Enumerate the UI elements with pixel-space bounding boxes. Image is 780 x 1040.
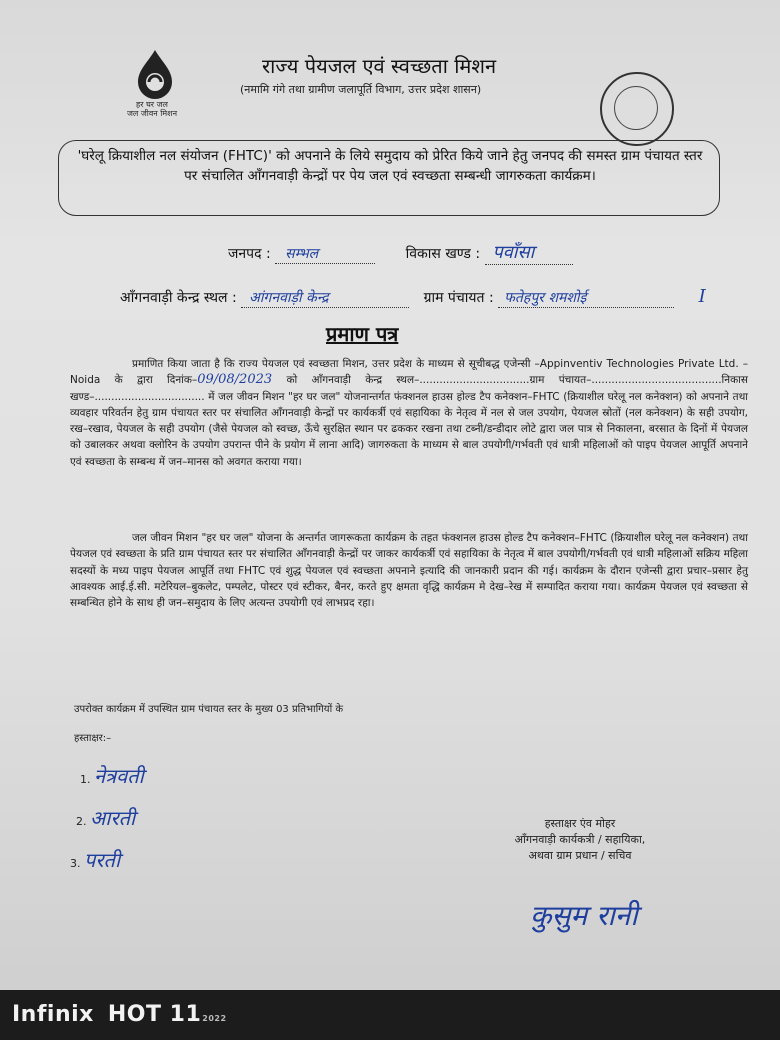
participants-intro: उपरोक्त कार्यक्रम में उपस्थित ग्राम पंचायत स्तर के मुख्य 03 प्रतिभागियों के (74, 704, 344, 715)
certificate-title: प्रमाण पत्र (326, 322, 399, 346)
watermark-brand: Infinix (12, 1002, 94, 1027)
centre-label: ऑंगनवाड़ी केन्द्र स्थल : (120, 290, 237, 306)
centre-value: आंगनवाड़ी केन्द्र (241, 288, 409, 308)
org-subtitle: (नमामि गंगे तथा ग्रामीण जलापूर्ति विभाग, उत्तर प्रदेश शासन) (240, 83, 482, 96)
org-title: राज्य पेयजल एवं स्वच्छता मिशन (262, 54, 497, 78)
watermark-year: 2022 (202, 1014, 227, 1023)
participant-number: 2. (76, 815, 87, 828)
signatory-line-1: हस्ताक्षर एंव मोहर (544, 817, 616, 830)
program-date: 09/08/2023 (197, 372, 273, 388)
participant-name: आरती (90, 806, 136, 830)
signatory-block (480, 816, 680, 864)
certificate-paragraph-2: जल जीवन मिशन "हर घर जल" योजना के अन्तर्गत जागरूकता कार्यक्रम के तहत फंक्शनल हाउस होल्ड टैप कनेक्शन–FHTC (क्रियाशील घरेलू नल कनेक्शन) तथा पेयजल एवं स्वच्छता के प्रति ग्राम पंचायत स्तर पर संचालित ऑंगनवाड़ी केन्द्रों पर जाकर कार्यकर्त्री एवं सहायिका के नेतृत्व में बाल उपयोगी/गर्भवती एवं धात्री महिलाओं सक्रिय महिला सदस्यों के मध्य पाइप पेयजल आपूर्ति तथा FHTC एवं शुद्ध पेयजल एवं स्वच्छता अपनाने इत्यादि की जानकारी प्रदान की गई। कार्यक्रम के दौरान एजेन्सी द्वारा प्रचार–प्रसार हेतु आवश्यक आई.ई.सी. मटेरियल–बुकलेट, पम्पलेट, पोस्टर एवं स्टीकर, बैनर, करते हुए क्षमता वृद्धि कार्यक्रम मे देख–रेख में सम्पादित कराया गया। कार्यक्रम पेयजल एवं स्वच्छता से सम्बन्धित होने के साथ ही जन–समुदाय के लिए अत्यन्त उपयोगी एवं लाभप्रद रहा। (70, 532, 748, 610)
banner-text: 'घरेलू क्रियाशील नल संयोजन (FHTC)' को अपनाने के लिये समुदाय को प्रेरित किये जाने हेतु जनपद की समस्त ग्राम पंचायत स्तर पर संचालित ऑंगनवाड़ी केन्द्रों पर पेय जल एवं स्वच्छता सम्बन्धी जागरुकता कार्यक्रम। (77, 148, 703, 184)
block-label: विकास खण्ड : (405, 246, 481, 262)
district-value: सम्भल (275, 244, 375, 264)
up-government-seal (600, 72, 674, 146)
participant-name: नेत्रवती (94, 764, 144, 788)
participants-sign-label: हस्ताक्षर:– (74, 733, 112, 744)
participant-name: परती (84, 848, 121, 872)
certificate-paragraph-1 (70, 356, 748, 470)
signatory-signature: कुसुम रानी (530, 899, 638, 932)
signatory-line-2: ऑंगनवाड़ी कार्यकत्री / सहायिका, (514, 833, 646, 846)
gp-suffix: I (698, 286, 706, 307)
participant-signature-1 (80, 762, 144, 789)
watermark-model: HOT 11 (107, 1002, 202, 1027)
seal-emblem-icon (614, 86, 658, 130)
logo-tag-line1: हर घर जल (136, 100, 168, 109)
participant-number: 3. (70, 857, 81, 870)
gp-label: ग्राम पंचायत : (423, 290, 494, 306)
camera-watermark (12, 1002, 227, 1027)
centre-gp-row (120, 286, 706, 308)
gp-value: फतेहपुर शमशोई (498, 288, 674, 308)
participant-signature-2 (76, 804, 135, 831)
participant-number: 1. (80, 773, 91, 786)
block-value: पवाँसा (485, 240, 573, 265)
district-block-row (228, 240, 573, 265)
district-label: जनपद : (228, 246, 271, 262)
para1-start: प्रमाणित किया जाता है कि राज्य पेयजल एवं स्वच्छता मिशन, उत्तर प्रदेश के माध्यम से सूचीबद्ध एजेन्सी –Appinventiv Technologies Private Ltd. – Noida के द्वारा दिनांक– (70, 358, 748, 387)
participant-signature-3 (70, 846, 120, 873)
signatory-line-3: अथवा ग्राम प्रधान / सचिव (528, 849, 632, 862)
para1-rest: को ऑंगनवाड़ी केन्द्र स्थल–.................................ग्राम पंचायत–.......................................निकास खण्ड–................................. में जल जीवन मिशन "हर घर जल" योजनान्तर्गत फंक्शनल हाउस होल्ड टैप कनेक्शन–FHTC (क्रियाशील घरेलू नल कनेक्शन) को अपनाने तथा व्यवहार परिवर्तन हेतु ग्राम पंचायत स्तर पर संचालित ऑंगनवाड़ी केन्द्रों पर कार्यकर्त्री एवं सहायिका के नेतृत्व में नल से जल उपयोग, पेयजल स्रोतों (नल कनेक्शन) के सही उपयोग, रख–रखाव, पेयजल के सही उपयोग (जैसे पेयजल को स्वच्छ, ऊँचे सुरक्षित स्थान पर ढककर रखना तथा टब्नी/डन्डीदार लोटे द्वारा जल पात्र से निकालना, बरसात के दिनों में पेयजल को उबालकर अथवा क्लोरिन के उपयोग उपरान्त पीने के प्रयोग में लाना आदि) जागरुकता के माध्यम से बाल उपयोगी/गर्भवती एवं धात्री महिलाओं को पाइप पेयजल आपूर्ति अपनाने एवं स्वच्छता के सम्बन्ध में जन–मानस को अवगत कराया गया। (70, 374, 748, 468)
logo-tagline (112, 100, 192, 118)
logo-tag-line2: जल जीवन मिशन (126, 109, 178, 118)
